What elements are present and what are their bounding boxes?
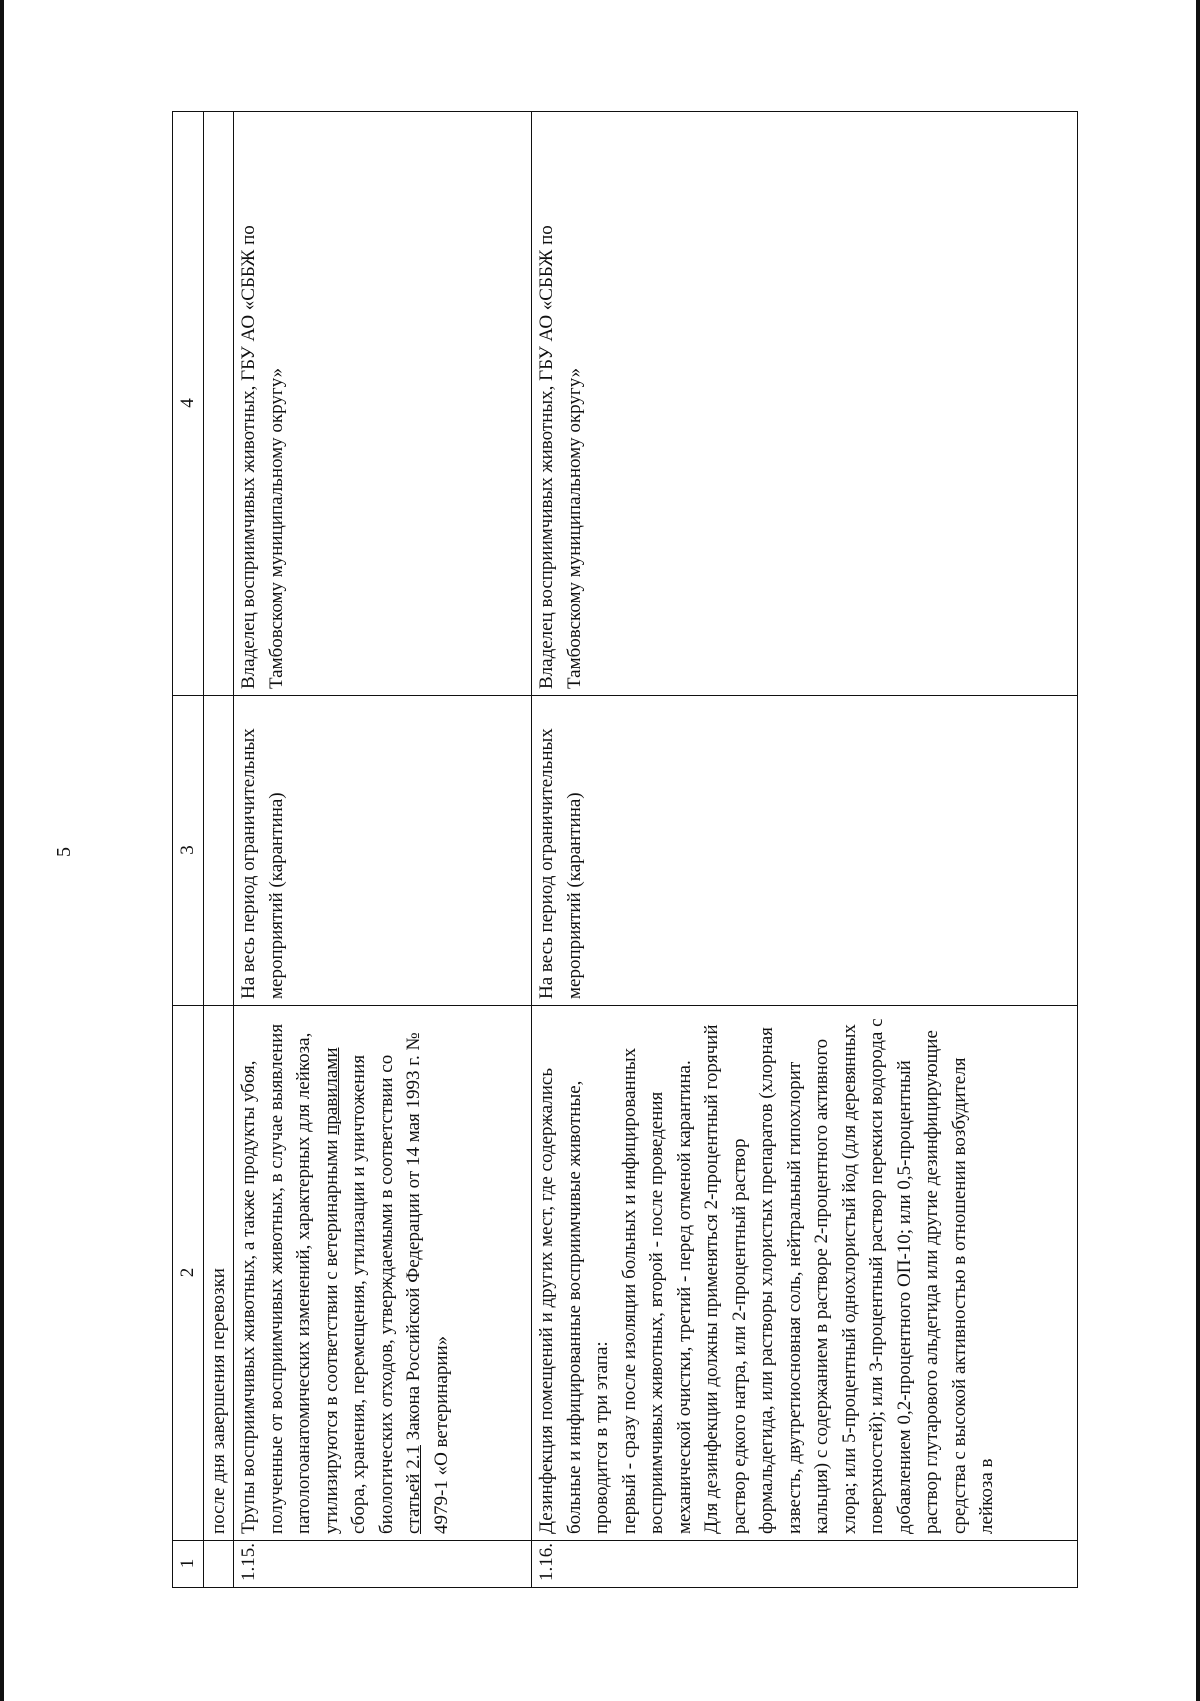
continuation-num-cell [203, 1541, 234, 1588]
row-measure [532, 1006, 1078, 1541]
row-responsible: Владелец восприимчивых животных, ГБУ АО «СББЖ по Тамбовскому муниципальному округу» [234, 112, 532, 696]
measure-paragraph: первый - сразу после изоляции больных и инфицированных восприимчивых животных, второй - после проведения механической очистки, третий - перед отменой карантина. [618, 1047, 695, 1534]
table-row [532, 112, 1078, 1588]
row-period: На весь период ограничительных мероприятий (карантина) [234, 696, 532, 1006]
row-period: На весь период ограничительных мероприятий (карантина) [532, 696, 1078, 1006]
row-responsible: Владелец восприимчивых животных, ГБУ АО «СББЖ по Тамбовскому муниципальному округу» [532, 112, 1078, 696]
continuation-text: после дня завершения перевозки [203, 1006, 234, 1541]
row-number: 1.16. [532, 1541, 1078, 1588]
measure-paragraph: Для дезинфекции должны применяться 2-процентный горячий раствор едкого натра, или 2-процентный раствор формальдегида, или растворы хлористых препаратов (хлорная известь, двутретиосновная соль, нейтральный гипохлорит кальция) с содержанием в растворе 2-процентного активного хлора; или 5-процентный однохлористый йод (для деревянных поверхностей); или 3-процентный раствор перекиси водорода с добавлением 0,2-процентного ОП-10; или 0,5-процентный раствор глутарового альдегида или другие дезинфицирующие средства с высокой активностью в отношении возбудителя лейкоза в [701, 1018, 997, 1534]
scan-border-right [1196, 0, 1200, 1701]
measure-text: Трупы восприимчивых животных, а также продукты убоя, полученные от восприимчивых животных, в случае выявления патологоанатомических изменений, характерных для лейкоза, утилизируются в соответствии с ветеринарными [238, 1023, 342, 1534]
measure-text: сбора, хранения, перемещения, утилизации и уничтожения биологических отходов, утверждаемыми в соответствии со [348, 1054, 397, 1534]
continuation-responsible-cell [203, 112, 234, 696]
page-number: 5 [53, 847, 75, 857]
row-number: 1.15. [234, 1541, 532, 1588]
table-header-row [173, 112, 204, 1588]
table-row-continuation [203, 112, 234, 1588]
article-link[interactable]: статьей 2.1 [403, 1445, 424, 1534]
measures-table-container [172, 112, 1078, 1588]
header-col-2: 2 [173, 1006, 204, 1541]
rules-link[interactable]: правилами [320, 1047, 342, 1135]
measure-paragraph: Дезинфекция помещений и других мест, где содержались больные и инфицированные восприимчивые животные, проводится в три этапа: [536, 1067, 612, 1534]
table-row [234, 112, 532, 1588]
header-col-1: 1 [173, 1541, 204, 1588]
scan-border-left [0, 0, 4, 1701]
measure-text: Закона Российской Федерации от 14 мая 1993 г. № 4979-1 «О ветеринарии» [403, 1032, 452, 1534]
continuation-period-cell [203, 696, 234, 1006]
measures-table [172, 111, 1078, 1588]
header-col-4: 4 [173, 112, 204, 696]
header-col-3: 3 [173, 696, 204, 1006]
row-measure [234, 1006, 532, 1541]
